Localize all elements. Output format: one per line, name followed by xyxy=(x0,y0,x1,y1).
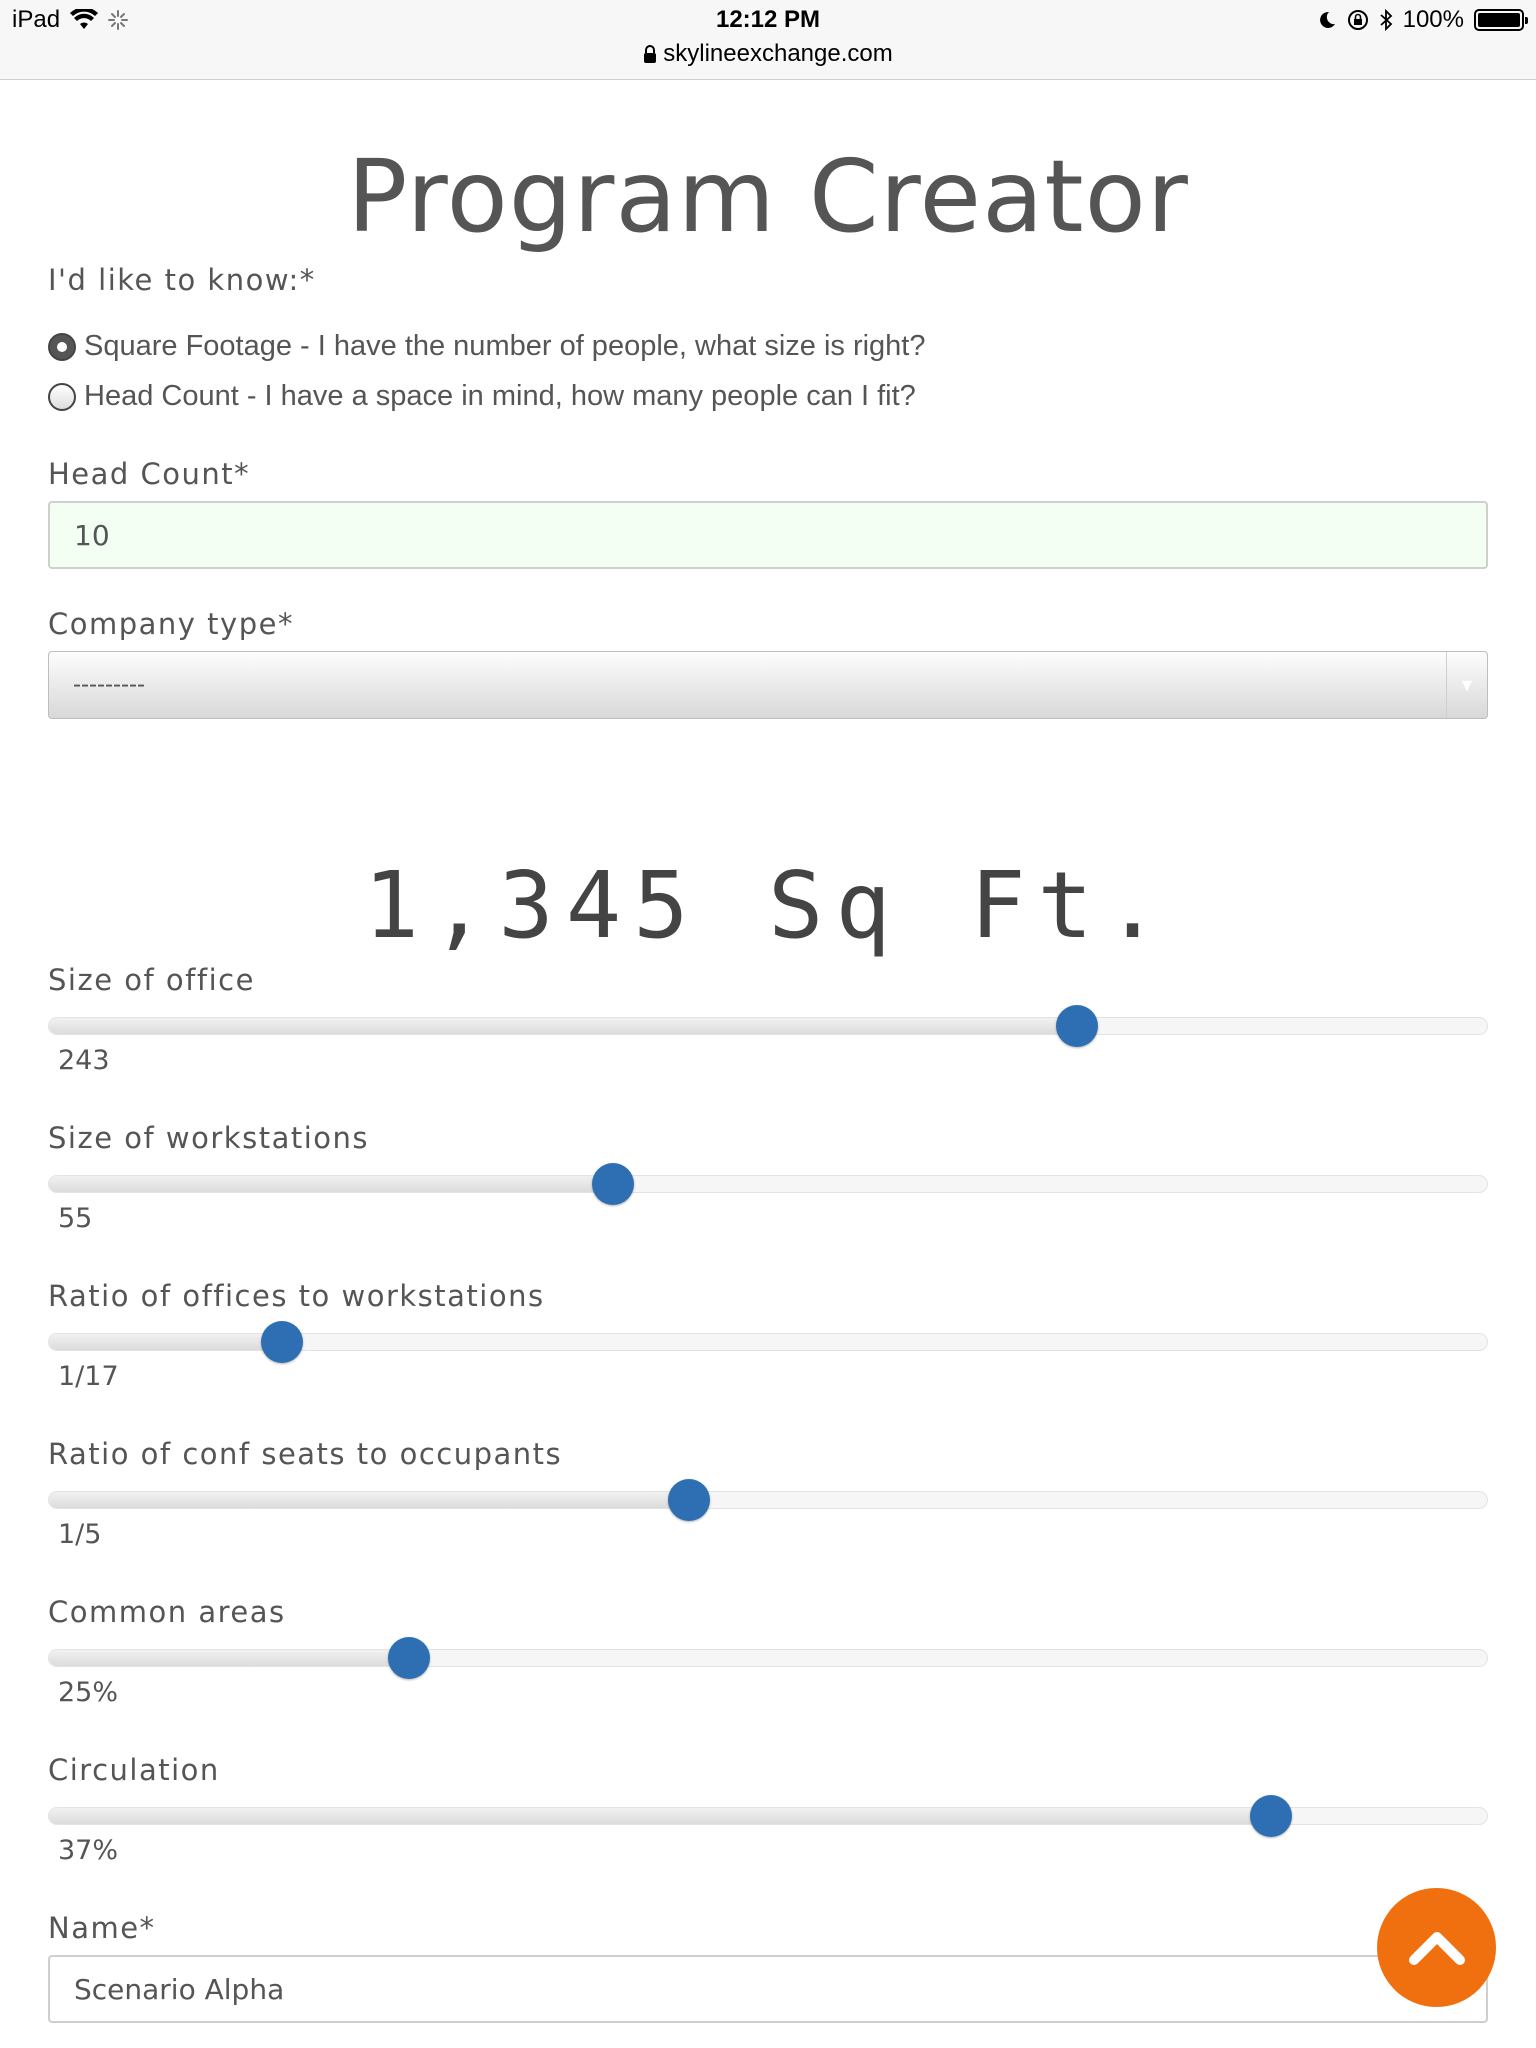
rotation-lock-icon xyxy=(1347,9,1369,31)
device-name: iPad xyxy=(12,6,61,33)
slider-track[interactable] xyxy=(48,1807,1488,1825)
option-head-count[interactable] xyxy=(48,380,916,413)
slider-label: Size of workstations xyxy=(48,1121,370,1155)
status-time: 12:12 PM xyxy=(715,6,821,33)
scroll-to-top-button[interactable] xyxy=(1377,1888,1496,2007)
slider-value: 1/17 xyxy=(58,1361,119,1392)
chevron-down-icon: ▼ xyxy=(1446,652,1487,718)
slider-label: Common areas xyxy=(48,1595,286,1629)
company-type-value: --------- xyxy=(73,671,145,698)
company-type-select[interactable] xyxy=(48,651,1488,719)
option-head-count-label: Head Count - I have a space in mind, how many people can I fit? xyxy=(84,380,916,412)
radio-square-footage[interactable] xyxy=(48,333,76,361)
slider-track[interactable] xyxy=(48,1491,1488,1509)
slider-handle[interactable] xyxy=(1056,1005,1098,1047)
slider-fill xyxy=(49,1650,409,1666)
slider-track[interactable] xyxy=(48,1333,1488,1351)
lock-icon xyxy=(643,45,657,63)
slider-label: Ratio of offices to workstations xyxy=(48,1279,545,1313)
slider-fill xyxy=(49,1334,282,1350)
slider-fill xyxy=(49,1176,613,1192)
slider-value: 1/5 xyxy=(58,1519,102,1550)
slider-fill xyxy=(49,1492,689,1508)
slider-handle[interactable] xyxy=(388,1637,430,1679)
question-label: I'd like to know:* xyxy=(48,263,316,297)
battery-icon xyxy=(1474,9,1524,31)
company-type-label: Company type* xyxy=(48,607,294,641)
url-bar[interactable] xyxy=(0,40,1536,68)
slider-handle[interactable] xyxy=(592,1163,634,1205)
head-count-input[interactable]: 10 xyxy=(48,501,1488,569)
slider-fill xyxy=(49,1018,1077,1034)
slider-track[interactable] xyxy=(48,1649,1488,1667)
url-text: skylineexchange.com xyxy=(663,40,893,67)
square-footage-result: 1,345 Sq Ft. xyxy=(363,852,1173,959)
chevron-up-icon xyxy=(1408,1928,1466,1968)
option-square-footage[interactable] xyxy=(48,330,926,363)
bluetooth-icon xyxy=(1379,9,1393,31)
slider-handle[interactable] xyxy=(668,1479,710,1521)
name-label: Name* xyxy=(48,1911,156,1945)
name-input[interactable]: Scenario Alpha xyxy=(48,1955,1488,2023)
battery-percent: 100% xyxy=(1402,6,1464,33)
slider-label: Ratio of conf seats to occupants xyxy=(48,1437,563,1471)
slider-label: Size of office xyxy=(48,963,255,997)
status-bar xyxy=(0,0,1536,80)
status-right xyxy=(1317,6,1524,34)
slider-track[interactable] xyxy=(48,1175,1488,1193)
slider-value: 37% xyxy=(58,1835,119,1866)
page-title: Program Creator xyxy=(347,138,1189,255)
slider-track[interactable] xyxy=(48,1017,1488,1035)
moon-icon xyxy=(1317,10,1337,30)
slider-handle[interactable] xyxy=(261,1321,303,1363)
slider-value: 243 xyxy=(58,1045,110,1076)
slider-handle[interactable] xyxy=(1250,1795,1292,1837)
slider-label: Circulation xyxy=(48,1753,220,1787)
head-count-label: Head Count* xyxy=(48,457,251,491)
slider-value: 55 xyxy=(58,1203,93,1234)
option-square-footage-label: Square Footage - I have the number of people, what size is right? xyxy=(84,330,926,362)
slider-value: 25% xyxy=(58,1677,119,1708)
slider-fill xyxy=(49,1808,1271,1824)
radio-head-count[interactable] xyxy=(48,383,76,411)
